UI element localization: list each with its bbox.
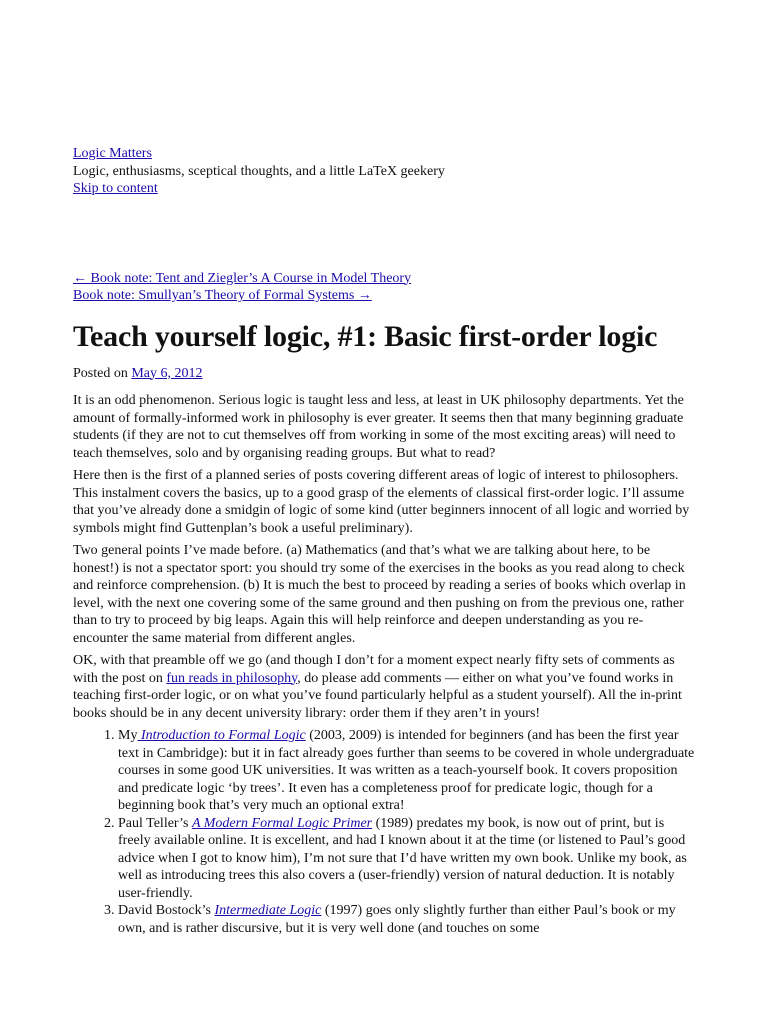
site-title-link[interactable]: Logic Matters xyxy=(73,146,152,161)
list-item xyxy=(118,902,698,937)
list-item-text: Paul Teller’s xyxy=(118,815,192,831)
list-item xyxy=(118,815,698,903)
introduction-to-formal-logic-link[interactable]: Introduction to Formal Logic xyxy=(137,728,306,743)
post-title: Teach yourself logic, #1: Basic first-order logic xyxy=(73,319,658,353)
site-header xyxy=(73,145,698,198)
post-meta xyxy=(73,365,698,383)
paragraph-4-text-before: OK, with that preamble off we go (and though I don’t for a moment expect nearly fifty sets of comments as with the post on xyxy=(73,653,675,686)
list-item-text: (2003, 2009) is intended for beginners (and has been the first year text in Cambridge): but it in fact already goes further than seems to be covered in whole undergraduate courses in some good UK universities. It was written as a teach-yourself book. It covers proposition and predicate logic ‘by trees’. It even has a completeness proof for predicate logic, though for a beginning book that’s very much an optional extra! xyxy=(118,728,695,813)
next-post-link[interactable]: Book note: Smullyan’s Theory of Formal Systems → xyxy=(73,288,372,303)
page-container xyxy=(73,145,698,937)
paragraph-1: It is an odd phenomenon. Serious logic is taught less and less, at least in UK philosophy departments. Yet the amount of formally-informed work in philosophy is ever greater. It seems then that many beginning graduate students (if they are not to cut themselves off from working in some of the most exciting areas) will need to teach themselves, solo and by organising reading groups. But what to read? xyxy=(73,393,684,461)
list-item-text: (1989) predates my book, is now out of print, but is freely available online. It is excellent, and had I known about it at the time (or listened to Paul’s good advice when I got to know him), I’m not sure that I’d have written my own book. Unlike my book, as well as introducing trees this also covers a (user-friendly) version of natural deduction. It is notably user-friendly. xyxy=(118,815,687,901)
post-content xyxy=(73,392,698,937)
skip-to-content-link[interactable]: Skip to content xyxy=(73,181,158,196)
paragraph-4-text-after: , do please add comments — either on what you’ve found works in teaching first-order logic, or on what you’ve found particularly helpful as a student yourself). All the in-print books should be in any decent university library: order them if they aren’t in yours! xyxy=(73,670,682,721)
modern-formal-logic-primer-link[interactable]: A Modern Formal Logic Primer xyxy=(191,815,373,831)
list-item xyxy=(118,727,698,815)
posted-on-label: Posted on xyxy=(73,365,132,381)
paragraph-3: Two general points I’ve made before. (a) Mathematics (and that’s what we are talking about here, to be honest!) is not a spectator sport: you should try some of the exercises in the books as you read along to check and reinforce comprehension. (b) It is much the best to proceed by reading a series of books which overlap in level, with the next one covering some of the same ground and then pushing on from the previous one, rather than to try to proceed by big leaps. Again this will help reinforce and deepen understanding as you re-encounter the same material from different angles. xyxy=(73,543,686,646)
fun-reads-link[interactable]: fun reads in philosophy xyxy=(166,670,298,686)
list-item-text: (1997) goes only slightly further than either Paul’s book or my own, and is rather discursive, but it is very well done (and touches on some xyxy=(118,903,676,936)
book-list xyxy=(73,727,698,937)
post-date-link[interactable]: May 6, 2012 xyxy=(131,365,203,381)
paragraph-4 xyxy=(73,652,698,722)
previous-post-link[interactable]: ← Book note: Tent and Ziegler’s A Course in Model Theory xyxy=(73,270,412,286)
post-navigation xyxy=(73,270,698,305)
paragraph-2: Here then is the first of a planned series of posts covering different areas of logic of interest to philosophers. This instalment covers the basics, up to a good grasp of the elements of classical first-order logic. I’ll assume that you’ve already done a smidgin of logic of some kind (utter beginners innocent of all logic and worried by symbols might find Guttenplan’s book a useful preliminary). xyxy=(73,468,690,536)
list-item-text: My xyxy=(118,728,138,743)
intermediate-logic-link[interactable]: Intermediate Logic xyxy=(214,903,322,918)
list-item-text: David Bostock’s xyxy=(118,903,215,918)
site-tagline: Logic, enthusiasms, sceptical thoughts, and a little LaTeX geekery xyxy=(73,163,445,179)
